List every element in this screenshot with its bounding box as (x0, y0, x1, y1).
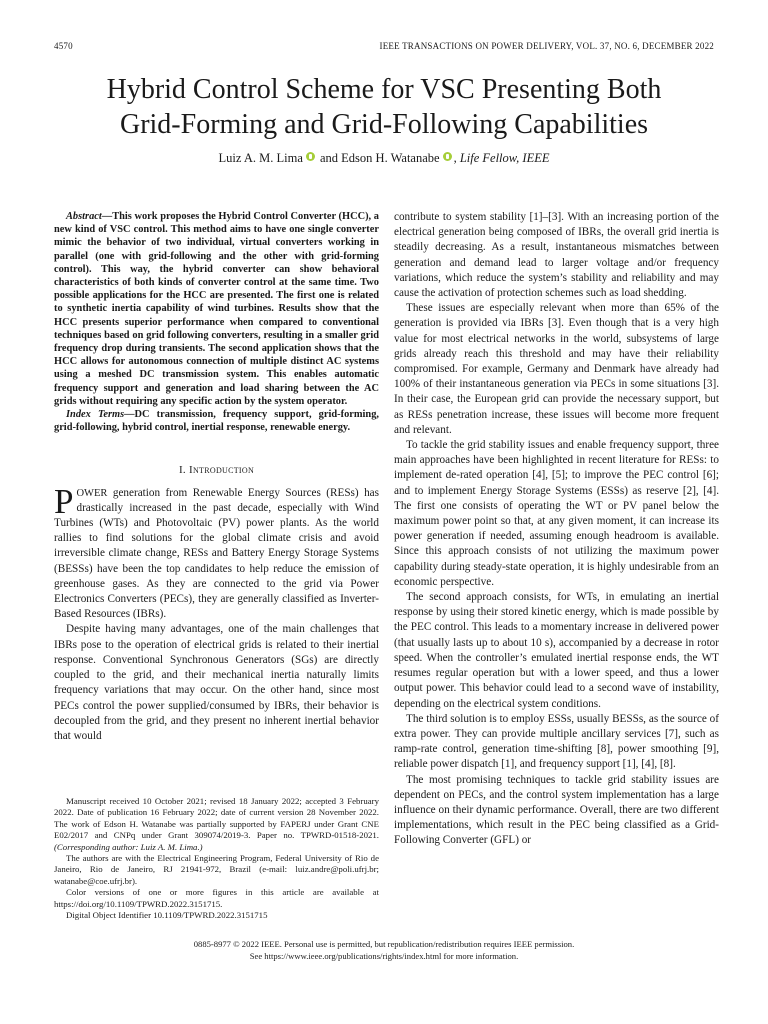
intro-paragraph-1-text: generation from Renewable Energy Sources (RESs) has drastically increased in the past decade, especially with Wind Turbines (WTs) and Photovoltaic (PV) power plants. As the world rallies to find solutions for the global climate crisis and avoid irreversible climate change, RESs and Battery Energy Storage Systems (BESSs) have been the top candidates to help reduce the emission of greenhouse gases. As they are connected to the grid via Power Electronics Converters (PECs), they are generally classified as Inverter-Based Resources (IBRs). (54, 486, 379, 621)
paper-title (40, 72, 728, 142)
copyright-line-1: 0885-8977 © 2022 IEEE. Personal use is permitted, but republication/redistribution requires IEEE permission. (193, 939, 575, 949)
author-2-name: and Edson H. Watanabe (316, 151, 440, 165)
first-word: OWER (76, 487, 108, 499)
section-title: Introduction (189, 464, 255, 477)
abstract-label: Abstract (66, 211, 102, 222)
index-terms-text: —DC transmission, frequency support, grid-forming, grid-following, hybrid control, inertial response, renewable energy. (54, 409, 379, 434)
copyright-line-2: See https://www.ieee.org/publications/rights/index.html for more information. (249, 950, 519, 961)
orcid-icon[interactable] (306, 152, 315, 161)
author-1-name: Luiz A. M. Lima (218, 151, 303, 165)
drop-cap: P (54, 481, 74, 521)
title-line-1: Hybrid Control Scheme for VSC Presenting Both (106, 74, 662, 105)
index-terms (54, 408, 379, 434)
fellow-designation: Life Fellow, IEEE (459, 151, 550, 165)
abstract-text: —This work proposes the Hybrid Control Converter (HCC), a new kind of VSC control. This method aims to have one single converter mimic the behavior of two individual, virtual converters working in parallel (one with grid-following and the other with grid-forming control). This way, the hybrid converter can show behavioral characteristics of both kinds of converter control at the same time. Two possible applications for the HCC are presented. The first one is related to synthetic inertia capability of wind turbines. Results show that the HCC presents superior performance when compared to conventional techniques based on grid following converters, resulting in a smaller grid frequency drop during transients. The second application shows that the HCC allows for autonomous connection of multiple distinct AC systems using a meshed DC transmission system. This enables automatic frequency support and generation and load sharing between the AC grids without requiring any specific action by the system operator. (54, 211, 379, 407)
intro-paragraph-2: Despite having many advantages, one of the main challenges that IBRs pose to the operation of electrical grids is related to their inertial response. Conventional Synchronous Generators (SGs) are directly coupled to the grid, and their mechanical inertia naturally limits frequency variations that may occur. On the other hand, since most PECs control the power supplied/consumed by IBRs, their behavior is decoupled from the grid, and they present no inherent inertial behavior that would (54, 623, 379, 742)
footnote-color-versions: Color versions of one or more figures in this article are available at https://doi.org/10.1109/TPWRD.2022.3151715. (54, 887, 379, 909)
right-paragraph-1: contribute to system stability [1]–[3]. With an increasing portion of the electrical generation being composed of IBRs, the overall grid inertia is steadily decreasing. As a result, instantaneous mismatches between generation and demand lead to larger voltage and/or frequency variations, which reduce the system’s stability and reliability and may cause the activation of protection schemes such as load shedding. (394, 211, 719, 300)
page-number: 4570 (54, 41, 73, 51)
right-paragraph-4: The second approach consists, for WTs, in emulating an inertial response by using their stored kinetic energy, which is made possible by the PEC control. This leads to a momentary increase in delivered power (that usually lasts up to about 10 s), accompanied by a decrease in rotor speed. When the controller’s emulated inertial response ends, the WT resumes regular operation but with a lower speed, and thus a lower output power. This behavior could lead to a second wave of instability, depending on the electrical system conditions. (394, 591, 719, 710)
footnote-manuscript (54, 796, 379, 853)
intro-paragraph-1 (54, 481, 379, 623)
left-column (54, 210, 379, 744)
corresponding-author: (Corresponding author: Luiz A. M. Lima.) (54, 841, 203, 852)
right-paragraph-6: The most promising techniques to tackle grid stability issues are dependent on PECs, and the control system implementation has a large influence on their dynamic performance. Overall, there are two different implementations, which result in the PEC being classified as a Grid-Following Converter (GFL) or (394, 773, 719, 847)
author-suffix-sep: , (453, 151, 460, 165)
title-line-2: Grid-Forming and Grid-Following Capabilities (119, 109, 649, 140)
orcid-icon[interactable] (443, 152, 452, 161)
author-list (0, 151, 768, 166)
index-terms-label: Index Terms (66, 409, 125, 421)
footnote-manuscript-text: Manuscript received 10 October 2021; revised 18 January 2022; accepted 3 February 2022. Date of publication 16 February 2022; date of current version 28 November 2022. The work of Edson H. Watanabe was partially supported by FAPERJ under Grant CNE E02/2017 and CNPq under Grant 309074/2019-3. Paper no. TPWRD-01518-2021. (54, 796, 379, 841)
abstract (54, 210, 379, 408)
footnotes (54, 796, 379, 921)
footnote-doi: Digital Object Identifier 10.1109/TPWRD.2022.3151715 (66, 910, 268, 921)
journal-header: IEEE TRANSACTIONS ON POWER DELIVERY, VOL. 37, NO. 6, DECEMBER 2022 (379, 41, 714, 51)
copyright-footer (0, 939, 768, 962)
right-paragraph-2: These issues are especially relevant when more than 65% of the generation is provided via IBRs [3]. Even though that is a very high value for most electrical networks in the world, subsystems of large grids already reach this threshold and may have their reliability compromised. For example, Germany and Denmark have already had 100% of their instantaneous generation via PECs in some situations [3]. In their case, the European grid can provide the necessary support, but as RESs penetration increase, these issues will become more frequent and relevant. (394, 302, 719, 436)
right-paragraph-5: The third solution is to employ ESSs, usually BESSs, as the source of extra power. They can provide multiple ancillary services [7], such as ramp-rate control, generation time-shifting [8], power smoothing [9], reliable power dispatch [1], and frequency support [1], [4], [8]. (394, 712, 719, 771)
right-paragraph-3: To tackle the grid stability issues and enable frequency support, three main approaches have been highlighted in recent literature for RESs: to implement de-rated operation [4], [5]; to improve the PEC control [6]; and to implement Energy Storage Systems (ESSs) as reserve [2], [4]. The first one consists of operating the WT or PV panel below the maximum power point so that, at any given moment, it can increase its power generation if needed, assuming enough headroom is available. Since this approach consists of not utilizing the maximum power capability during steady-state operation, it is highly undesirable from an economic perspective. (394, 439, 719, 588)
section-number: I. (178, 464, 190, 477)
right-column (394, 210, 719, 849)
section-heading-introduction (54, 463, 379, 478)
footnote-affiliation: The authors are with the Electrical Engineering Program, Federal University of Rio de Janeiro, Rio de Janeiro, RJ 21941-972, Brazil (e-mail: luiz.andre@poli.ufrj.br; watanabe@coe.ufrj.br). (54, 853, 379, 886)
